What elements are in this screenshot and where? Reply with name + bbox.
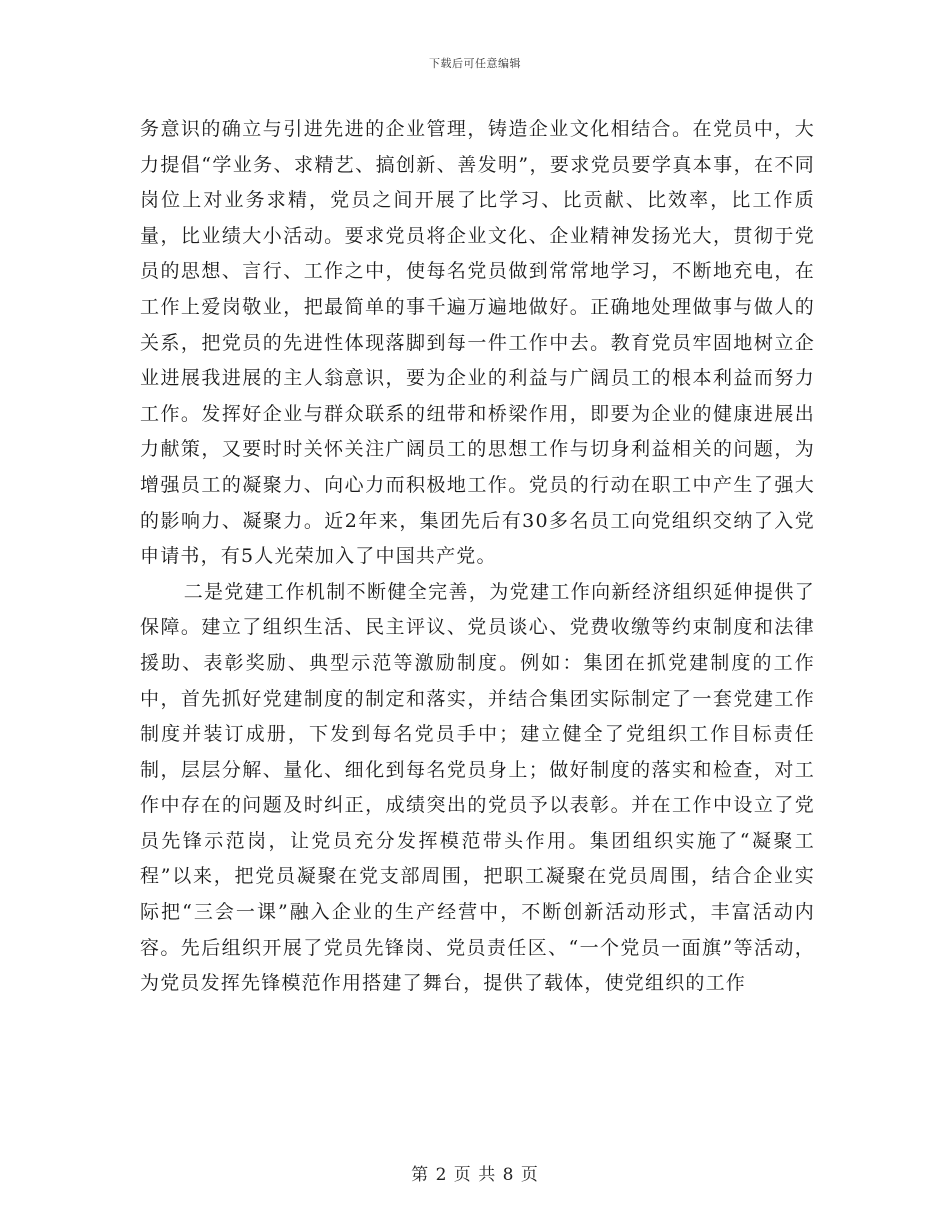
page-number: 第 2 页 共 8 页 bbox=[411, 1165, 539, 1185]
document-body bbox=[140, 112, 815, 1002]
page-header: 下载后可任意编辑 bbox=[429, 57, 521, 70]
paragraph-continuation: 务意识的确立与引进先进的企业管理，铸造企业文化相结合。在党员中，大力提倡“学业务、求精艺、搞创新、善发明”，要求党员要学真本事，在不同岗位上对业务求精，党员之间开展了比学习、比贡献、比效率，比工作质量，比业绩大小活动。要求党员将企业文化、企业精神发扬光大，贯彻于党员的思想、言行、工作之中，使每名党员做到常常地学习，不断地充电，在工作上爱岗敬业，把最简单的事千遍万遍地做好。正确地处理做事与做人的关系，把党员的先进性体现落脚到每一件工作中去。教育党员牢固地树立企业进展我进展的主人翁意识，要为企业的利益与广阔员工的根本利益而努力工作。发挥好企业与群众联系的纽带和桥梁作用，即要为企业的健康进展出力献策，又要时时关怀关注广阔员工的思想工作与切身利益相关的问题，为增强员工的凝聚力、向心力而积极地工作。党员的行动在职工中产生了强大的影响力、凝聚力。近2年来，集团先后有30多名员工向党组织交纳了入党申请书，有5人光荣加入了中国共产党。 bbox=[140, 118, 815, 568]
paragraph-party-mechanism: 二是党建工作机制不断健全完善，为党建工作向新经济组织延伸提供了保障。建立了组织生活、民主评议、党员谈心、党费收缴等约束制度和法律援助、表彰奖励、典型示范等激励制度。例如：集团在抓党建制度的工作中，首先抓好党建制度的制定和落实，并结合集团实际制定了一套党建工作制度并装订成册，下发到每名党员手中；建立健全了党组织工作目标责任制，层层分解、量化、细化到每名党员身上；做好制度的落实和检查，对工作中存在的问题及时纠正，成绩突出的党员予以表彰。并在工作中设立了党员先锋示范岗，让党员充分发挥模范带头作用。集团组织实施了“凝聚工程”以来，把党员凝聚在党支部周围，把职工凝聚在党员周围，结合企业实际把“三会一课”融入企业的生产经营中，不断创新活动形式，丰富活动内容。先后组织开展了党员先锋岗、党员责任区、“一个党员一面旗”等活动，为党员发挥先锋模范作用搭建了舞台，提供了载体，使党组织的工作 bbox=[140, 580, 815, 995]
